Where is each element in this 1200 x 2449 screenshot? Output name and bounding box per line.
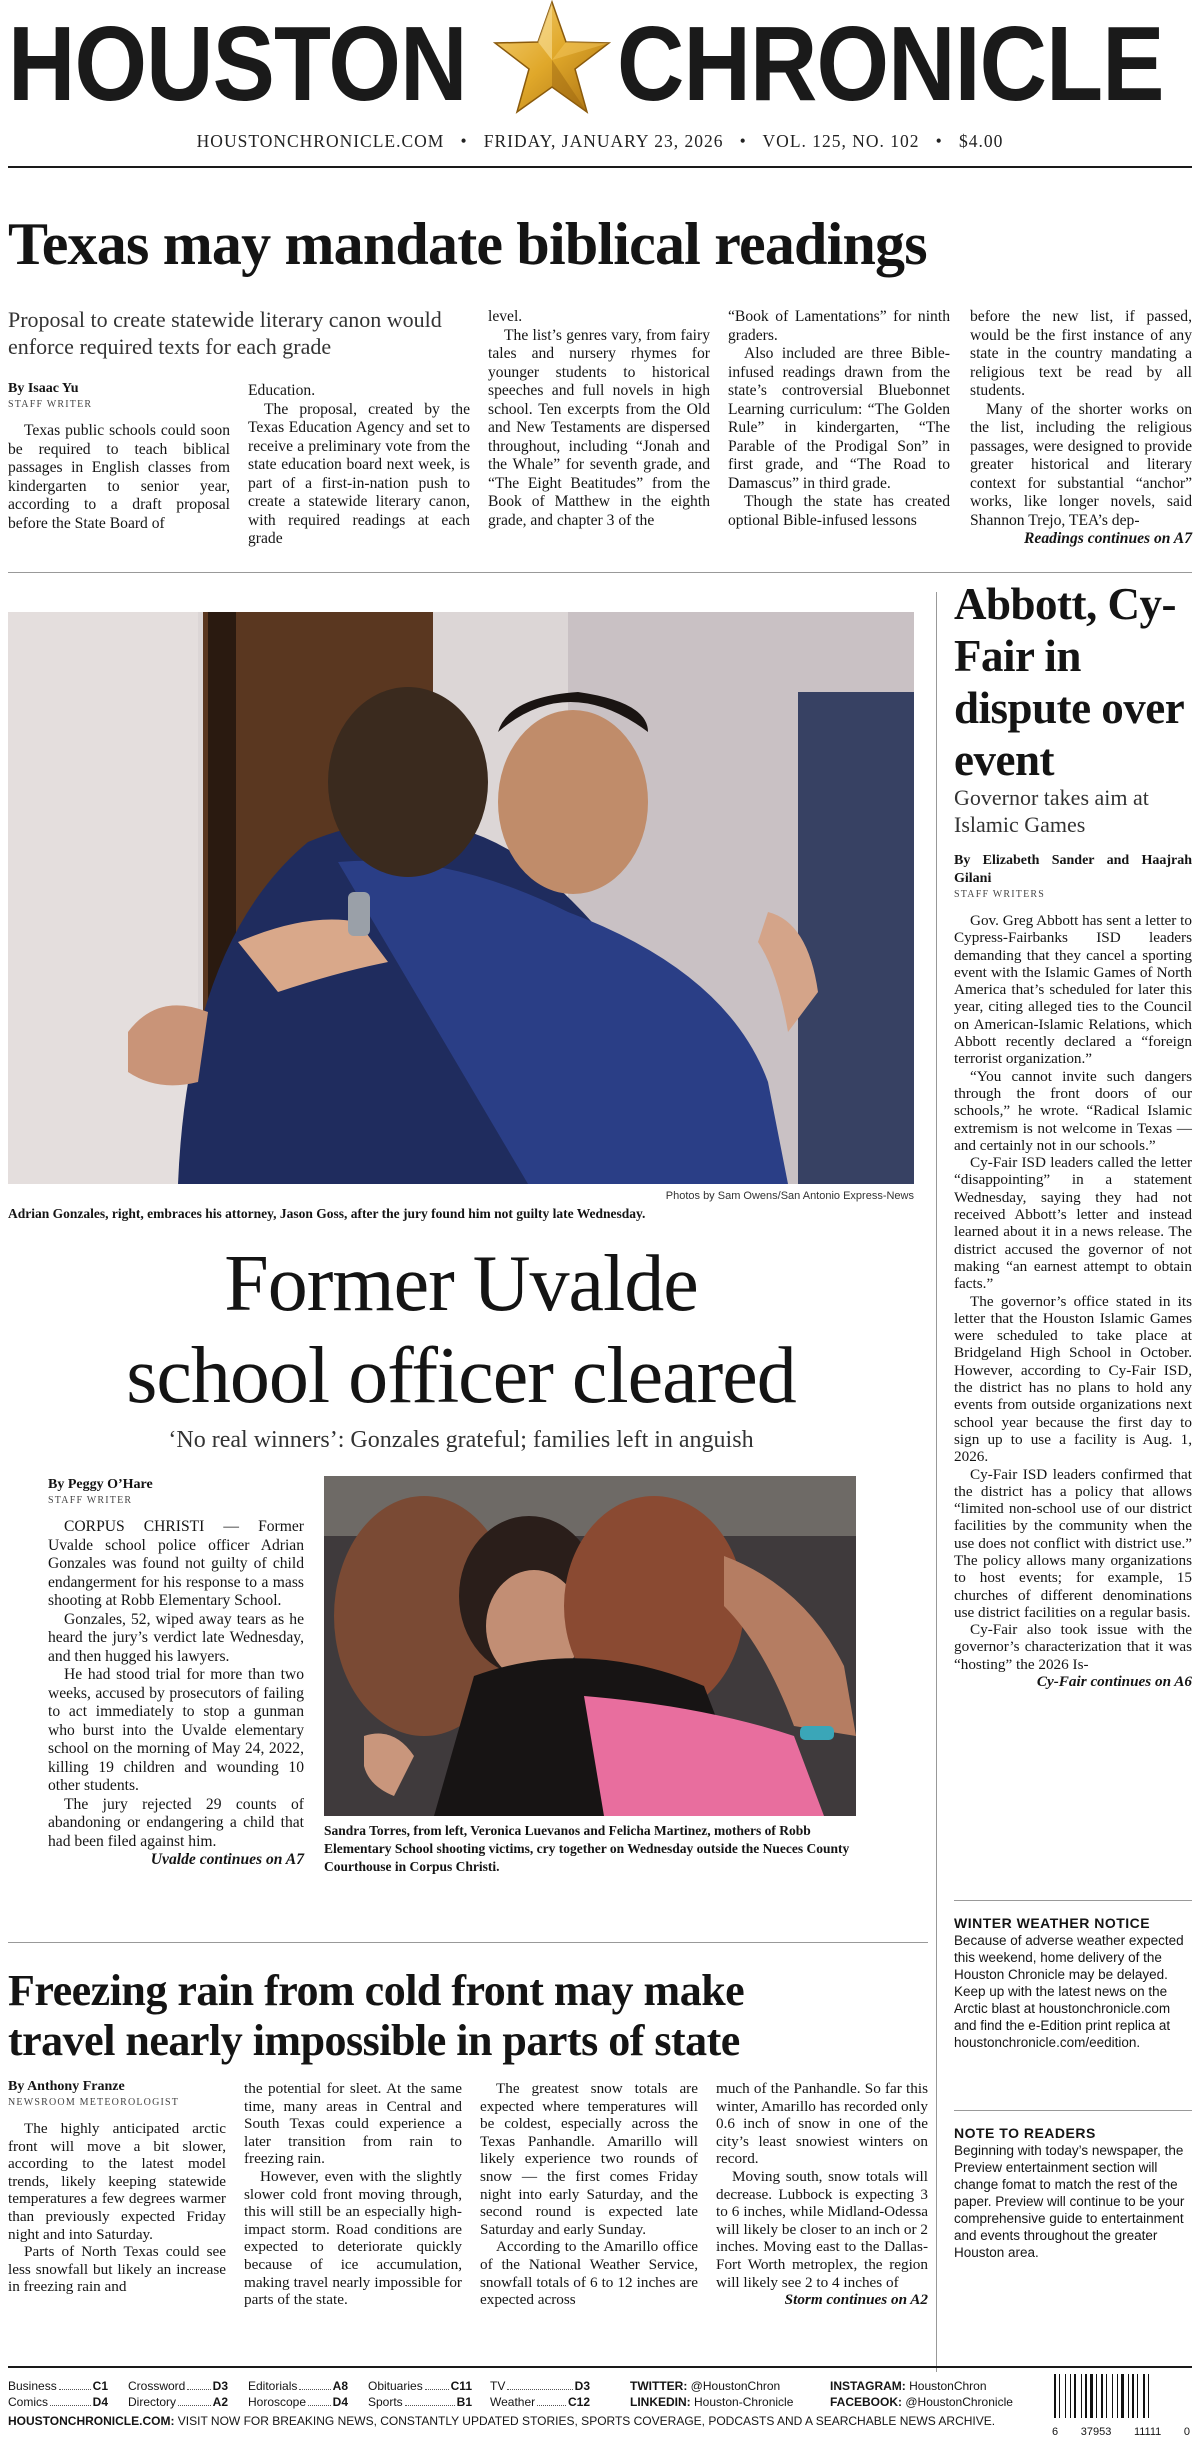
readings-text: Also included are three Bible-infused readings drawn from the state’s controversial Bluebonnet Learning curriculum: “The Golden Rule” in kindergarten, “The Parable of the Prodigal Son” in first grade, and “The Road to Damascus” in third grade. [728, 345, 950, 492]
uvalde-text: Gonzales, 52, wiped away tears as he heard the jury’s verdict late Wednesday, and then hugged his lawyers. [48, 1610, 304, 1665]
masthead-name-left: HOUSTON [8, 5, 467, 123]
facebook-link[interactable]: FACEBOOK: @HoustonChronicle [830, 2395, 1013, 2409]
social-links-1 [630, 2378, 793, 2410]
weather-col-1 [8, 2078, 226, 2296]
weather-jump-link[interactable]: Storm continues on A2 [784, 2291, 928, 2309]
index-col-2 [128, 2378, 228, 2410]
note-to-readers-title: NOTE TO READERS [954, 2125, 1096, 2141]
barcode-bar [1143, 2374, 1145, 2418]
uvalde-text: He had stood trial for more than two weeks, accused by prosecutors of failing to act immediately to stop a gunman who burst into the Uvalde elementary school on the morning of May 24, 2022, killing 19 children and wounding 10 other students. [48, 1666, 304, 1794]
readings-col-4 [728, 308, 950, 530]
index-entry[interactable]: Business C1 [8, 2379, 108, 2393]
masthead-rule [8, 166, 1192, 168]
index-col-3 [248, 2378, 348, 2410]
index-col-5 [490, 2378, 590, 2410]
readings-role: STAFF WRITER [8, 399, 93, 410]
readings-text: “Book of Lamentations” for ninth graders. [728, 308, 950, 344]
uvalde-role: STAFF WRITER [48, 1495, 133, 1506]
weather-headline-line: travel nearly impossible in parts of state [8, 2016, 740, 2065]
readings-headline[interactable]: Texas may mandate biblical readings [8, 211, 927, 277]
readings-deck: Proposal to create statewide literary canon would enforce required texts for each grade [8, 307, 442, 359]
gold-star-icon [492, 0, 612, 116]
index-entry[interactable]: Horoscope D4 [248, 2395, 348, 2409]
weather-text: Moving south, snow totals will decrease. Lubbock is expecting 3 to 6 inches, while Midland-Odessa will likely be closer to an inch or 2 inches. Moving east to the Dallas-Fort Worth metroplex, the region will likely see 2 to 4 inches of [716, 2167, 928, 2291]
photo-mothers-caption: Sandra Torres, from left, Veronica Luevanos and Felicha Martinez, mothers of Robb Elementary School shooting victims, cry together on Wednesday outside the Nueces County Courthouse in Corpus Christi. [324, 1823, 850, 1874]
dateline-volume: VOL. 125, NO. 102 [762, 131, 920, 151]
abbott-text: Gov. Greg Abbott has sent a letter to Cypress-Fairbanks ISD leaders demanding that they cancel a sporting event with the Islamic Games of North America that’s scheduled for later this year, citing alleged ties to the Council on American-Islamic Relations, which Abbott recently declared a “foreign terrorist organization.” [954, 912, 1192, 1068]
weather-text: Parts of North Texas could see less snowfall but likely an increase in freezing rain and [8, 2243, 226, 2296]
dateline-date: FRIDAY, JANUARY 23, 2026 [483, 131, 724, 151]
uvalde-deck: ‘No real winners’: Gonzales grateful; families left in anguish [168, 1427, 754, 1453]
barcode-bar [1090, 2374, 1093, 2418]
uvalde-headline[interactable] [8, 1238, 914, 1422]
photo-embrace[interactable] [8, 612, 914, 1184]
instagram-link[interactable]: INSTAGRAM: HoustonChron [830, 2379, 987, 2393]
abbott-byline: By Elizabeth Sander and Haajrah Gilani [954, 853, 1192, 886]
weather-text: much of the Panhandle. So far this winter, Amarillo has recorded only 0.6 inch of snow in one of the city’s least snowiest winters on record. [716, 2080, 928, 2168]
footer-site-link[interactable]: HOUSTONCHRONICLE.COM: [8, 2414, 175, 2428]
dateline-price: $4.00 [958, 131, 1004, 151]
uvalde-text: CORPUS CHRISTI — Former Uvalde school police officer Adrian Gonzales was found not guilty of child endangerment for his response to a mass shooting at Robb Elementary School. [48, 1518, 304, 1609]
abbott-text: Cy-Fair ISD leaders called the letter “disappointing” in a statement Wednesday, saying they had not received Abbott’s letter and instead learned about it in a news release. The district accused the governor of not making “an earnest attempt to obtain facts.” [954, 1154, 1192, 1293]
dateline-bullet: • [460, 131, 468, 151]
uvalde-text: The jury rejected 29 counts of abandoning or endangering a child that had been filed against him. [48, 1795, 304, 1850]
footer-rule [8, 2366, 1192, 2368]
dateline-site[interactable]: HOUSTONCHRONICLE.COM [196, 131, 445, 151]
barcode-bar [1121, 2374, 1124, 2418]
notice-divider [954, 1900, 1192, 1901]
readings-text: Education. [248, 382, 316, 399]
notice-divider [954, 2110, 1192, 2111]
uvalde-headline-line: school officer cleared [126, 1332, 796, 1420]
barcode-bar [1106, 2374, 1107, 2418]
uvalde-jump-link[interactable]: Uvalde continues on A7 [150, 1851, 304, 1868]
barcode-bar [1059, 2374, 1060, 2418]
readings-text: The proposal, created by the Texas Education Agency and set to receive a preliminary vote from the state education board next week, is part of a first-in-nation push to create a statewide literary canon, with required readings at each grade [248, 400, 470, 547]
index-entry[interactable]: Weather C12 [490, 2395, 590, 2409]
footer-promo [8, 2414, 1008, 2428]
barcode-bar [1148, 2374, 1149, 2418]
readings-byline: By Isaac Yu [8, 381, 79, 396]
masthead [0, 0, 1200, 175]
abbott-text: Cy-Fair also took issue with the governor’s characterization that it was “hosting” the 2026 Is- [954, 1621, 1192, 1673]
barcode-bar [1074, 2374, 1076, 2418]
column-divider [936, 592, 937, 2372]
uvalde-headline-line: Former Uvalde [224, 1240, 698, 1328]
index-col-1 [8, 2378, 108, 2410]
readings-text: Many of the shorter works on the list, including the religious passages, were designed to provide greater historical and literary context for substantial “anchor” works, like longer novels, said Shannon Trejo, TEA’s dep- [970, 400, 1192, 529]
readings-col-1 [8, 380, 230, 533]
abbott-text: “You cannot invite such dangers through the front doors of our schools,” he wrote. “Radical Islamic extremism is not welcome in Texas — and certainly not in our schools.” [954, 1067, 1192, 1154]
barcode [1050, 2372, 1192, 2436]
index-entry[interactable]: Comics D4 [8, 2395, 108, 2409]
abbott-col [954, 852, 1192, 1690]
weather-role: NEWSROOM METEOROLOGIST [8, 2097, 180, 2108]
section-divider [8, 1942, 928, 1943]
photo-mothers-image [324, 1476, 856, 1816]
twitter-link[interactable]: TWITTER: @HoustonChron [630, 2379, 781, 2393]
weather-text: The highly anticipated arctic front will move a bit slower, according to the latest model trends, likely keeping statewide temperatures a few degrees warmer than previously expected Friday night and into Saturday. [8, 2120, 226, 2243]
index-entry[interactable]: Directory A2 [128, 2395, 228, 2409]
readings-text: before the new list, if passed, would be the first instance of any state in the country mandating a religious text be read by all students. [970, 308, 1192, 399]
photo-embrace-image [8, 612, 914, 1184]
abbott-jump-link[interactable]: Cy-Fair continues on A6 [1036, 1673, 1192, 1691]
barcode-bar [1096, 2374, 1097, 2418]
section-divider [8, 572, 1192, 573]
photo-credit: Photos by Sam Owens/San Antonio Express-News [665, 1190, 914, 1202]
readings-col-3 [488, 308, 710, 530]
social-links-2 [830, 2378, 1013, 2410]
index-entry[interactable]: Editorials A8 [248, 2379, 348, 2393]
barcode-bar [1065, 2374, 1066, 2418]
barcode-numbers: 6 37953 11111 0 [1052, 2426, 1190, 2438]
masthead-name-right: CHRONICLE [617, 5, 1164, 123]
winter-weather-notice [954, 1914, 1192, 2051]
barcode-bars [1050, 2372, 1192, 2420]
index-entry[interactable]: TV D3 [490, 2379, 590, 2393]
photo-embrace-caption: Adrian Gonzales, right, embraces his attorney, Jason Goss, after the jury found him not guilty late Wednesday. [8, 1206, 646, 1221]
index-entry[interactable]: Sports B1 [368, 2395, 472, 2409]
index-entry[interactable]: Crossword D3 [128, 2379, 228, 2393]
weather-col-4 [716, 2080, 928, 2309]
weather-text: However, even with the slightly slower cold front moving through, this will still be an especially high-impact storm. Road conditions are expected to deteriorate quickly because of ice accumulation, making travel nearly impossible for parts of the state. [244, 2167, 462, 2309]
weather-text: The greatest snow totals are expected where temperatures will be coldest, especially across the Texas Panhandle. Amarillo will likely experience two rounds of snow — the first comes Friday night into early Saturday, and the second round is expected late Saturday and early Sunday. [480, 2080, 698, 2238]
weather-byline: By Anthony Franze [8, 2079, 125, 2094]
readings-jump-link[interactable]: Readings continues on A7 [1024, 530, 1192, 547]
barcode-bar [1112, 2374, 1113, 2418]
weather-col-2 [244, 2080, 462, 2309]
weather-headline-line: Freezing rain from cold front may make [8, 1966, 745, 2015]
barcode-bar [1117, 2374, 1118, 2418]
barcode-bar [1137, 2374, 1138, 2418]
readings-col-2 [248, 382, 470, 549]
winter-weather-notice-body: Because of adverse weather expected this weekend, home delivery of the Houston Chronicle may be delayed. Keep up with the latest news on the Arctic blast at houstonchronicle.com and find the e-Edition print replica at houstonchronicle.com/eedition. [954, 1933, 1184, 2050]
weather-text: the potential for sleet. At the same time, many areas in Central and South Texas could experience a later transition from rain to freezing rain. [244, 2080, 462, 2168]
readings-text: level. [488, 308, 523, 325]
uvalde-col-1 [48, 1476, 304, 1870]
photo-mothers[interactable] [324, 1476, 856, 1816]
index-entry[interactable]: Obituaries C11 [368, 2379, 472, 2393]
readings-text: Though the state has created optional Bible-infused lessons [728, 493, 950, 529]
weather-headline[interactable] [8, 1966, 928, 2066]
barcode-bar [1054, 2374, 1056, 2418]
readings-text: Texas public schools could soon be required to teach biblical passages in English classes from kindergarten to senior year, according to a draft proposal before the State Board of [8, 422, 230, 532]
dateline-bullet: • [739, 131, 747, 151]
abbott-text: The governor’s office stated in its letter that the Houston Islamic Games were scheduled to take place at Bridgeland High School in October. However, according to Cy-Fair ISD, the district has no plans to hold any events from outside organizations next school year because the first day to sign up to use a facility is Aug. 1, 2026. [954, 1292, 1192, 1466]
readings-text: The list’s genres vary, from fairy tales and nursery rhymes for younger students to historical speeches and full novels in high school. Ten excerpts from the Old and New Testaments are dispersed throughout, including “Jonah and the Whale” for seventh grade, and “The Eight Beatitudes” from the Book of Matthew in the eighth grade, and chapter 3 of the [488, 326, 710, 529]
barcode-bar [1081, 2374, 1082, 2418]
abbott-text: Cy-Fair ISD leaders confirmed that the district has a policy that allows “limited non-school use of our district facilities by the community when the use does not conflict with district use.” The policy allows many organizations to host events; for example, 15 churches of different denominations use district facilities on a regular basis. [954, 1465, 1192, 1621]
note-to-readers [954, 2124, 1192, 2261]
dateline-bullet: • [935, 131, 943, 151]
index-col-4 [368, 2378, 472, 2410]
note-to-readers-body: Beginning with today’s newspaper, the Preview entertainment section will change fomat to match the rest of the paper. Preview will continue to be your comprehensive guide to entertainment and events throughout the greater Houston area. [954, 2143, 1185, 2260]
weather-text: According to the Amarillo office of the National Weather Service, snowfall totals of 6 to 12 inches are expected across [480, 2238, 698, 2309]
uvalde-byline: By Peggy O’Hare [48, 1477, 153, 1492]
abbott-headline[interactable]: Abbott, Cy-Fair in dispute over event [954, 579, 1184, 785]
barcode-bar [1128, 2374, 1129, 2418]
barcode-bar [1085, 2374, 1087, 2418]
winter-weather-notice-title: WINTER WEATHER NOTICE [954, 1915, 1151, 1931]
barcode-bar [1070, 2374, 1071, 2418]
readings-col-5 [970, 308, 1192, 549]
abbott-deck: Governor takes aim at Islamic Games [954, 785, 1149, 837]
linkedin-link[interactable]: LINKEDIN: Houston-Chronicle [630, 2395, 794, 2409]
dateline [0, 131, 1200, 152]
footer-promo-text: VISIT NOW FOR BREAKING NEWS, CONSTANTLY UPDATED STORIES, SPORTS COVERAGE, PODCASTS AND A SEARCHABLE NEWS ARCHIVE. [177, 2414, 996, 2428]
barcode-bar [1101, 2374, 1103, 2418]
barcode-bar [1132, 2374, 1134, 2418]
abbott-role: STAFF WRITERS [954, 889, 1046, 900]
weather-col-3 [480, 2080, 698, 2309]
